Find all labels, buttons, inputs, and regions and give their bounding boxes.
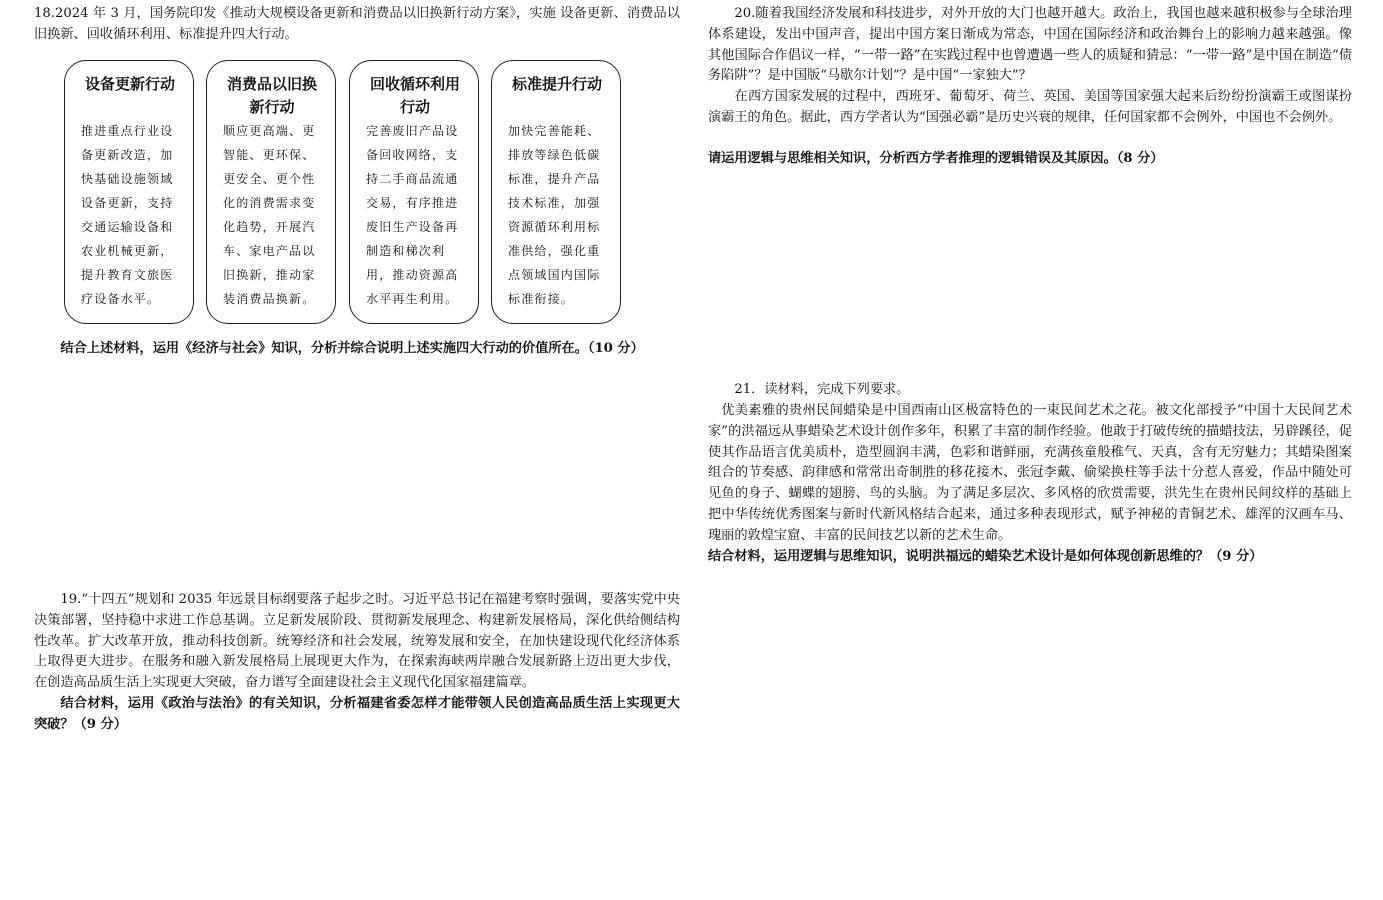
action-box-title: 设备更新行动 bbox=[84, 75, 175, 93]
q19-question: 结合材料，运用《政治与法治》的有关知识，分析福建省委怎样才能带领人民创造高品质生活上实现更大突破？（9 分） bbox=[34, 696, 680, 732]
action-box-recycling bbox=[349, 60, 479, 324]
action-box-title: 标准提升行动 bbox=[511, 75, 602, 93]
action-box-title: 消费品以旧换新行动 bbox=[226, 75, 317, 116]
q20-para1: 20.随着我国经济发展和科技进步，对外开放的大门也越开越大。政治上，我国也越来越积极参与全球治理体系建设，发出中国声音，提出中国方案日渐成为常态，中国在国际经济和政治舞台上的影响力越来越强。像其他国际合作倡议一样，“一带一路”在实践过程中也曾遭遇一些人的质疑和猜忌：“一带一路”是中国在制造“债务陷阱”？是中国版“马歇尔计划”？是中国“一家独大”？ bbox=[708, 6, 1352, 84]
action-box-consumer-goods bbox=[206, 60, 336, 324]
q18-question: 结合上述材料，运用《经济与社会》知识，分析并综合说明上述实施四大行动的价值所在。（10 分） bbox=[60, 341, 644, 356]
q21-heading: 21．读材料，完成下列要求。 bbox=[734, 382, 910, 397]
q19-text: 19.“十四五”规划和 2035 年远景目标纲要落子起步之时。习近平总书记在福建考察时强调，要落实党中央决策部署，坚持稳中求进工作总基调。立足新发展阶段、贯彻新发展理念、构建新发展格局，深化供给侧结构性改革。扩大改革开放，推动科技创新。统筹经济和社会发展，统筹发展和安全，在加快建设现代化经济体系上取得更大进步。在服务和融入新发展格局上展现更大作为，在探索海峡两岸融合发展新路上迈出更大步伐，在创造高品质生活上实现更大突破，奋力谱写全面建设社会主义现代化国家福建篇章。 bbox=[34, 592, 680, 691]
q18-intro: 18.2024 年 3 月，国务院印发《推动大规模设备更新和消费品以旧换新行动方案》，实施 设备更新、消费品以旧换新、回收循环利用、标准提升四大行动。 bbox=[34, 6, 680, 42]
q20-question: 请运用逻辑与思维相关知识，分析西方学者推理的逻辑错误及其原因。（8 分） bbox=[708, 151, 1164, 166]
action-box-body: 完善废旧产品设备回收网络，支持二手商品流通交易，有序推进废旧生产设备再制造和梯次利用，推动资源高水平再生利用。 bbox=[366, 124, 459, 306]
action-box-body: 推进重点行业设备更新改造，加快基础设施领域设备更新，支持交通运输设备和农业机械更新，提升教育文旅医疗设备水平。 bbox=[81, 124, 174, 306]
q21-question: 结合材料，运用逻辑与思维知识，说明洪福远的蜡染艺术设计是如何体现创新思维的？（9 分） bbox=[708, 549, 1263, 564]
action-box-body: 顺应更高端、更智能、更环保、更安全、更个性化的消费需求变化趋势，开展汽车、家电产品以旧换新，推动家装消费品换新。 bbox=[223, 124, 316, 306]
action-box-title: 回收循环利用行动 bbox=[369, 75, 460, 116]
q21-text: 优美素雅的贵州民间蜡染是中国西南山区极富特色的一束民间艺术之花。被文化部授予“中国十大民间艺术家”的洪福远从事蜡染艺术设计创作多年，积累了丰富的制作经验。他敢于打破传统的描蜡技法，另辟蹊径，促使其作品语言优美质朴，造型圆润丰满，色彩和谐鲜丽，充满孩童般稚气、天真，含有无穷魅力；其蜡染图案组合的节奏感、韵律感和常常出奇制胜的移花接木、张冠李戴、偷梁换柱等手法十分惹人喜爱，作品中随处可见鱼的身子、蝴蝶的翅膀、鸟的头脑。为了满足多层次、多风格的欣赏需要，洪先生在贵州民间纹样的基础上把中华传统优秀图案与新时代新风格结合起来，通过多种表现形式，赋予神秘的青铜艺术、雄浑的汉画车马、瑰丽的敦煌宝窟、丰富的民间技艺以新的艺术生命。 bbox=[708, 403, 1352, 543]
q20-para2: 在西方国家发展的过程中，西班牙、葡萄牙、荷兰、英国、美国等国家强大起来后纷纷扮演霸王或图谋扮演霸王的角色。据此，西方学者认为“国强必霸”是历史兴衰的规律，任何国家都不会例外，中国也不会例外。 bbox=[708, 89, 1352, 125]
action-box-equipment bbox=[64, 60, 194, 324]
action-box-body: 加快完善能耗、排放等绿色低碳标准，提升产品技术标准，加强资源循环利用标准供给，强化重点领域国内国际标准衔接。 bbox=[508, 124, 601, 306]
action-box-standards bbox=[491, 60, 621, 324]
